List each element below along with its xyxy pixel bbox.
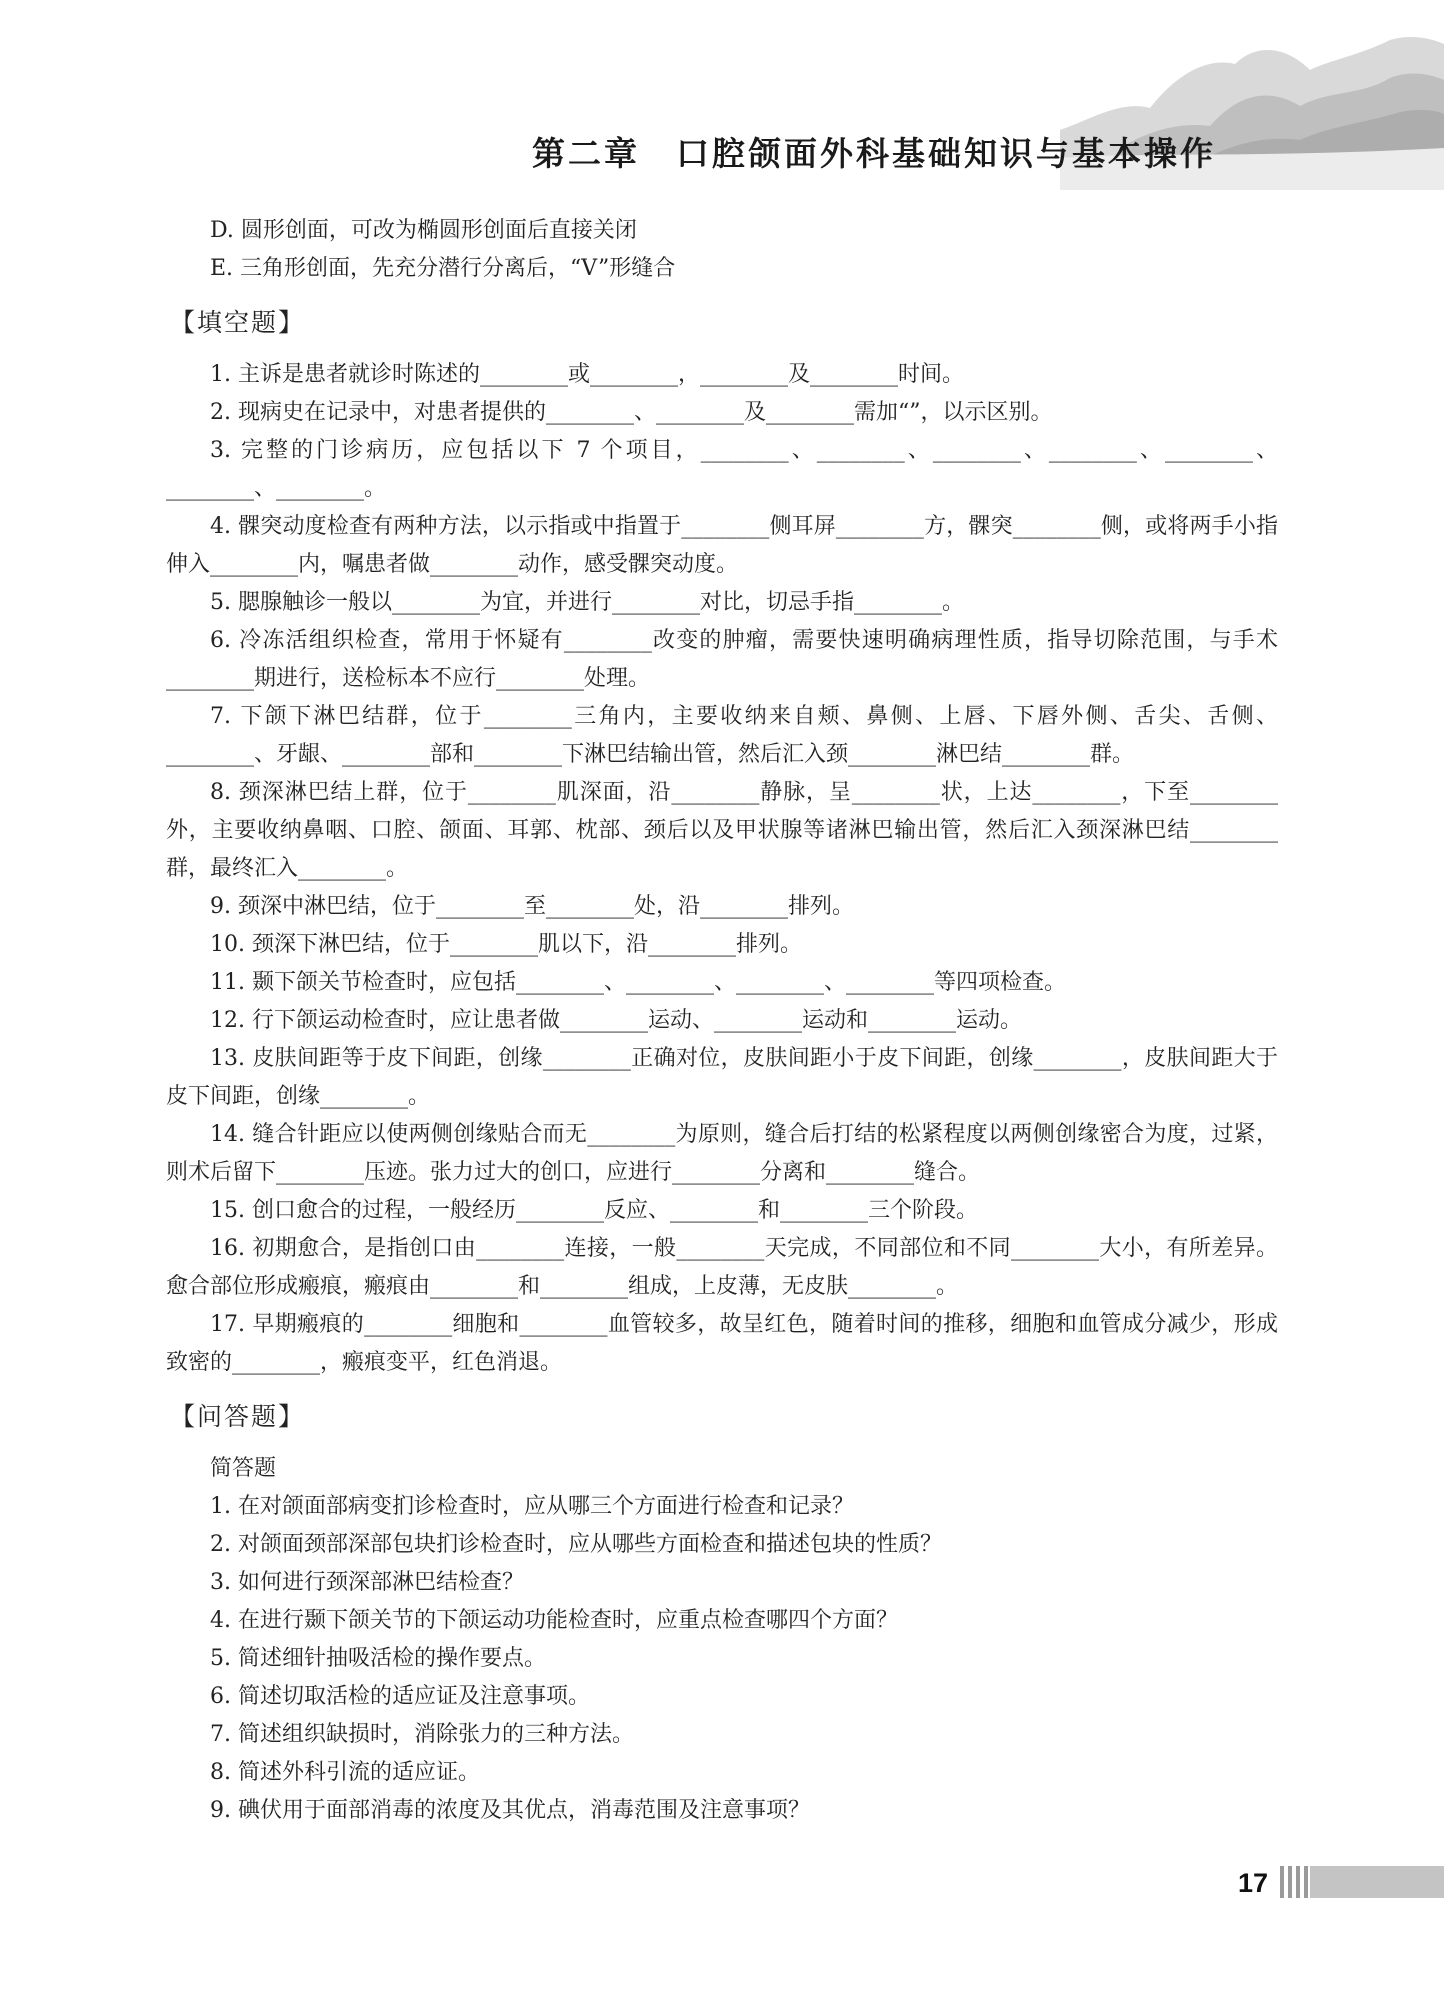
fill-blank-question: 8. 颈深淋巴结上群，位于________肌深面，沿________静脉，呈________状，上达________，下至________外，主要收纳鼻咽、口腔、颌面、耳郭、枕部、颈后以及甲状腺等诸淋巴输出管，然后汇入颈深淋巴结________群，最终汇入________。 <box>166 780 1278 881</box>
qa-question: 7. 简述组织缺损时，消除张力的三种方法。 <box>210 1722 634 1747</box>
fill-blank-question: 6. 冷冻活组织检查，常用于怀疑有________改变的肿瘤，需要快速明确病理性质，指导切除范围，与手术________期进行，送检标本不应行________处理。 <box>166 628 1278 691</box>
fill-blank-question: 16. 初期愈合，是指创口由________连接，一般________天完成，不同部位和不同________大小，有所差异。愈合部位形成瘢痕，瘢痕由________和________组成，上皮薄，无皮肤________。 <box>166 1236 1278 1299</box>
qa-subheading: 简答题 <box>210 1456 277 1481</box>
fill-blank-question: 13. 皮肤间距等于皮下间距，创缘________正确对位，皮肤间距小于皮下间距，创缘________，皮肤间距大于皮下间距，创缘________。 <box>166 1046 1278 1109</box>
fill-blank-question: 12. 行下颌运动检查时，应让患者做________运动、________运动和________运动。 <box>210 1008 1022 1033</box>
fill-blank-question: 9. 颈深中淋巴结，位于________至________处，沿________排列。 <box>210 894 854 919</box>
fill-blank-question: 5. 腮腺触诊一般以________为宜，并进行________对比，切忌手指________。 <box>210 590 964 615</box>
fill-blank-question: 10. 颈深下淋巴结，位于________肌以下，沿________排列。 <box>210 932 802 957</box>
fill-blank-question: 2. 现病史在记录中，对患者提供的________、________及________需加“”，以示区别。 <box>210 400 1053 425</box>
fill-blank-question: 4. 髁突动度检查有两种方法，以示指或中指置于________侧耳屏________方，髁突________侧，或将两手小指伸入________内，嘱患者做________动作，感受髁突动度。 <box>166 514 1278 577</box>
fill-blank-heading: 【填空题】 <box>170 308 306 337</box>
page-content <box>166 212 1278 1830</box>
qa-question: 5. 简述细针抽吸活检的操作要点。 <box>210 1646 546 1671</box>
qa-question: 9. 碘伏用于面部消毒的浓度及其优点，消毒范围及注意事项？ <box>210 1798 810 1823</box>
fill-blank-question: 1. 主诉是患者就诊时陈述的________或________，________及________时间。 <box>210 362 964 387</box>
fill-blank-question: 7. 下颌下淋巴结群，位于________三角内，主要收纳来自颊、鼻侧、上唇、下唇外侧、舌尖、舌侧、________、牙龈、________部和________下淋巴结输出管，然后汇入颈________淋巴结________群。 <box>166 704 1278 767</box>
fill-blank-question: 17. 早期瘢痕的________细胞和________血管较多，故呈红色，随着时间的推移，细胞和血管成分减少，形成致密的________，瘢痕变平，红色消退。 <box>166 1312 1278 1375</box>
qa-question: 4. 在进行颞下颌关节的下颌运动功能检查时，应重点检查哪四个方面？ <box>210 1608 898 1633</box>
option-e: E. 三角形创面，先充分潜行分离后，“V”形缝合 <box>210 256 676 281</box>
fill-blank-question: 15. 创口愈合的过程，一般经历________反应、________和________三个阶段。 <box>210 1198 978 1223</box>
qa-question: 6. 简述切取活检的适应证及注意事项。 <box>210 1684 590 1709</box>
fill-blank-question: 3. 完整的门诊病历，应包括以下 7 个项目，________、________、________、________、________、________、________。 <box>166 438 1278 501</box>
chapter-title: 第二章 口腔颌面外科基础知识与基本操作 <box>532 134 1216 173</box>
fill-blank-question: 14. 缝合针距应以使两侧创缘贴合而无________为原则，缝合后打结的松紧程度以两侧创缘密合为度，过紧，则术后留下________压迹。张力过大的创口，应进行________分离和________缝合。 <box>166 1122 1278 1185</box>
qa-question: 8. 简述外科引流的适应证。 <box>210 1760 480 1785</box>
page-number: 17 <box>1238 1868 1269 1898</box>
qa-heading: 【问答题】 <box>170 1402 306 1431</box>
qa-question: 1. 在对颌面部病变扪诊检查时，应从哪三个方面进行检查和记录？ <box>210 1494 854 1519</box>
page-marker-band <box>1310 1866 1444 1898</box>
option-d: D. 圆形创面，可改为椭圆形创面后直接关闭 <box>210 218 637 243</box>
qa-question: 3. 如何进行颈深部淋巴结检查？ <box>210 1570 524 1595</box>
qa-question: 2. 对颌面颈部深部包块扪诊检查时，应从哪些方面检查和描述包块的性质？ <box>210 1532 942 1557</box>
fill-blank-question: 11. 颞下颌关节检查时，应包括________、________、________、________等四项检查。 <box>210 970 1066 995</box>
